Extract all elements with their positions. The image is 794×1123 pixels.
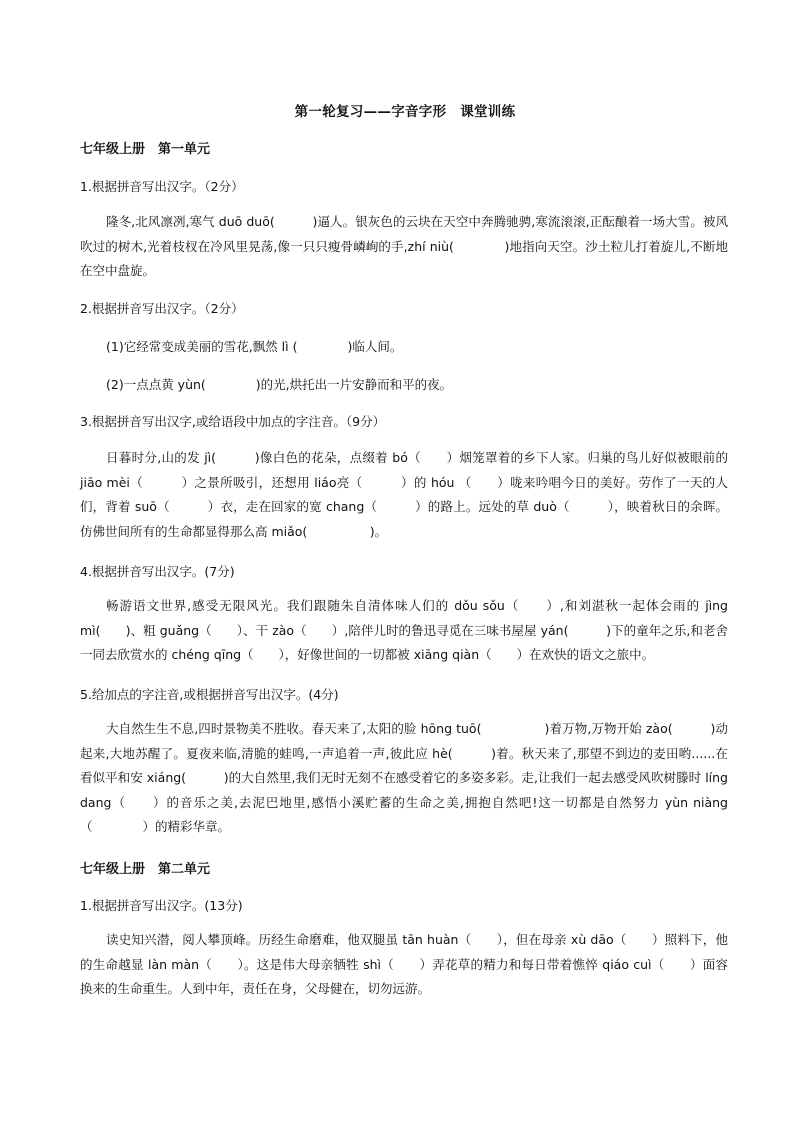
question-item: (2)一点点黄 yùn( )的光,烘托出一片安静而和平的夜。: [106, 377, 453, 392]
question-item: (1)它经常变成美丽的雪花,飘然 lì ( )临人间。: [106, 339, 403, 354]
question-label: 1.根据拼音写出汉字。(13分): [80, 898, 243, 913]
question-text: 大自然生生不息,四时景物美不胜收。春天来了,太阳的脸 hōng tuō( )着万物,万物开始 zào( )动起来,大地苏醒了。夏夜来临,清脆的蛙鸣,一声追着一声,彼此应 hè( )着。秋天来了,那望不到边的麦田哟......在看似平和安 xiáng( )的大自然里,我们无时无刻不在感受着它的多姿多彩。走,让我们一起去感受风吹树滕时 líng dang（ ）的音乐之美,去泥巴地里,感悟小溪贮蓄的生命之美,拥抱自然吧!这一切都是自然努力 yùn niàng（ ）的精彩华章。: [80, 721, 728, 834]
unit-heading-2: 七年级上册 第二单元: [80, 862, 211, 877]
question-label: 2.根据拼音写出汉字。（2分）: [80, 301, 244, 316]
question-text: 读史知兴潜，阅人攀顶峰。历经生命磨难，他双腿虽 tān huàn（ ），但在母亲 xù dāo（ ）照料下，他的生命越显 làn màn（ ）。这是伟大母亲牺牲 shì（ ）弄花草的精力和每日带着憔悴 qiáo cuì（ ）面容换来的生命重生。人到中年，责任在身，父母健在，切勿远游。: [80, 932, 728, 996]
question-label: 5.给加点的字注音,或根据拼音写出汉字。(4分): [80, 687, 339, 702]
question-label: 3.根据拼音写出汉字,或给语段中加点的字注音。（9分）: [80, 414, 386, 429]
page-title: 第一轮复习——字音字形 课堂训练: [294, 104, 516, 120]
question-label: 4.根据拼音写出汉字。(7分): [80, 564, 235, 579]
question-text: 畅游语文世界,感受无限风光。我们跟随朱自清体味人们的 dǒu sǒu（ ）,和刘湛秋一起体会雨的 jìng mì( )、粗 guǎng（ ）、干 zào（ ）,陪伴儿时的鲁迅寻觅在三味书屋屋 yán( )下的童年之乐,和老舍一同去欣赏水的 chéng qīng（ ），好像世间的一切都被 xiāng qiàn（ ）在欢快的语文之旅中。: [80, 598, 728, 662]
unit-heading-1: 七年级上册 第一单元: [80, 142, 211, 157]
question-text: 隆冬,北风凛冽,寒气 duō duō( )逼人。银灰色的云块在天空中奔腾驰骋,寒流滚滚,正酝酿着一场大雪。被风吹过的树木,光着枝杈在冷风里晃荡,像一只只瘦骨嶙峋的手,zhí niù( )地指向天空。沙土粒儿打着旋儿,不断地在空中盘旋。: [80, 214, 728, 278]
question-label: 1.根据拼音写出汉字。（2分）: [80, 179, 244, 194]
question-text: 日暮时分,山的发 jì( )像白色的花朵，点缀着 bó（ ）烟笼罩着的乡下人家。归巢的鸟儿好似被眼前的 jiāo mèi（ ）之景所吸引，还想用 liáo亮（ ）的 hóu （ ）咙来吟唱今日的美好。劳作了一天的人们，背着 suō（ ）衣，走在回家的宽 chang（ ）的路上。远处的草 duò（ ），映着秋日的余晖。仿佛世间所有的生命都显得那么高 miǎo( )。: [80, 450, 728, 539]
